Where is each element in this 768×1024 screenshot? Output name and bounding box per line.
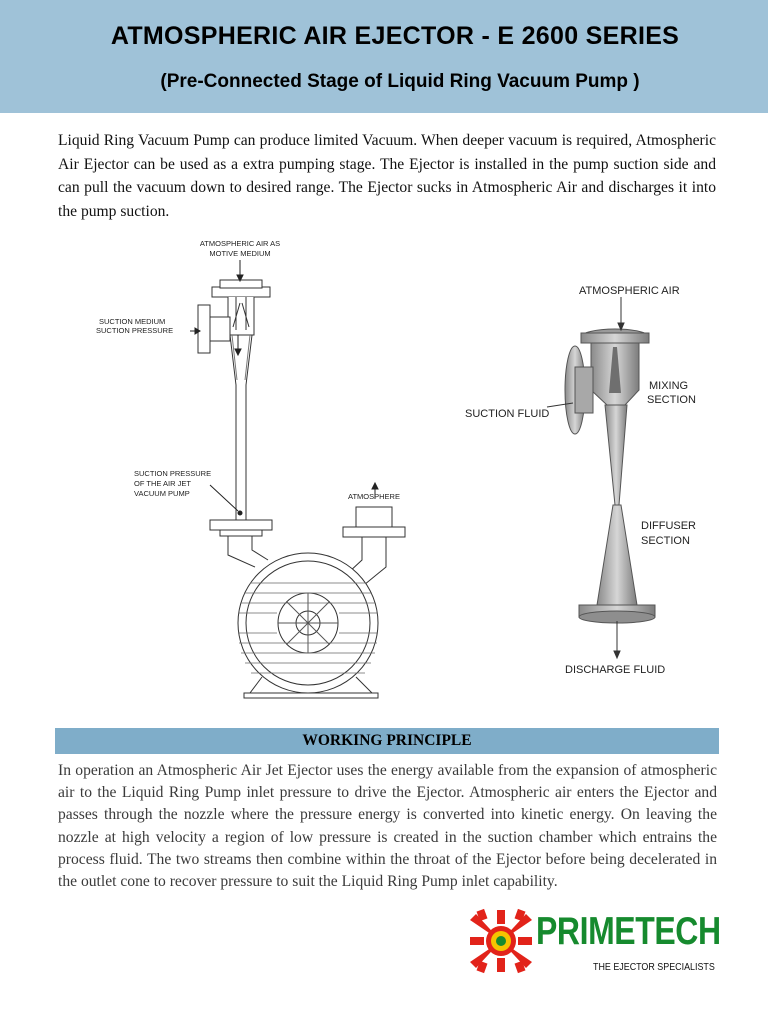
label-jet-3: VACUUM PUMP	[134, 489, 190, 498]
ejector-pump-assembly-diagram	[90, 235, 420, 705]
label-diffuser-2: SECTION	[641, 535, 690, 547]
label-motive-1: ATMOSPHERIC AIR AS	[199, 239, 281, 248]
label-atmosphere: ATMOSPHERE	[348, 492, 400, 501]
label-atmospheric-air: ATMOSPHERIC AIR	[579, 285, 680, 297]
label-suction-2: SUCTION PRESSURE	[96, 326, 174, 335]
label-mixing-1: MIXING	[649, 380, 689, 392]
working-principle-heading: WORKING PRINCIPLE	[302, 732, 472, 749]
working-principle-bar	[55, 728, 719, 754]
label-discharge-fluid: DISCHARGE FLUID	[565, 664, 666, 676]
intro-paragraph: Liquid Ring Vacuum Pump can produce limited Vacuum. When deeper vacuum is required, Atmospheric Air Ejector can be used as a extra pumping stage. The Ejector is installed in the pump suction side and can pull the vacuum down to desired range. The Ejector sucks in Atmospheric Air and discharges it into the pump suction.	[58, 132, 716, 220]
label-suction-fluid: SUCTION FLUID	[465, 408, 550, 420]
ejector-cutaway-diagram	[455, 275, 715, 685]
brand-name: PRIMETECH	[536, 910, 721, 953]
label-mixing-2: SECTION	[647, 394, 696, 406]
brand-tagline: THE EJECTOR SPECIALISTS	[593, 961, 715, 973]
label-motive-2: MOTIVE MEDIUM	[209, 249, 271, 258]
working-principle-paragraph: In operation an Atmospheric Air Jet Ejector uses the energy available from the expansion of atmospheric air to the Liquid Ring Pump inlet pressure to drive the Ejector. Atmospheric air enters the Ejector and passes through the nozzle where the pressure energy is converted into kinetic energy. On leaving the nozzle at high velocity a region of low pressure is created in the suction chamber which entrains the process fluid. The two streams then combine within the throat of the Ejector before being decelerated in the outlet cone to recover pressure to suit the Liquid Ring Pump inlet capability.	[58, 762, 717, 891]
page-subtitle: (Pre-Connected Stage of Liquid Ring Vacuum Pump )	[160, 71, 640, 92]
label-diffuser-1: DIFFUSER	[641, 520, 696, 532]
primetech-logo-icon	[468, 908, 534, 974]
label-suction-1: SUCTION MEDIUM	[99, 317, 166, 326]
page-title: ATMOSPHERIC AIR EJECTOR - E 2600 SERIES	[110, 22, 680, 50]
label-jet-2: OF THE AIR JET	[134, 479, 191, 488]
header-banner	[0, 0, 768, 113]
label-jet-1: SUCTION PRESSURE	[134, 469, 212, 478]
